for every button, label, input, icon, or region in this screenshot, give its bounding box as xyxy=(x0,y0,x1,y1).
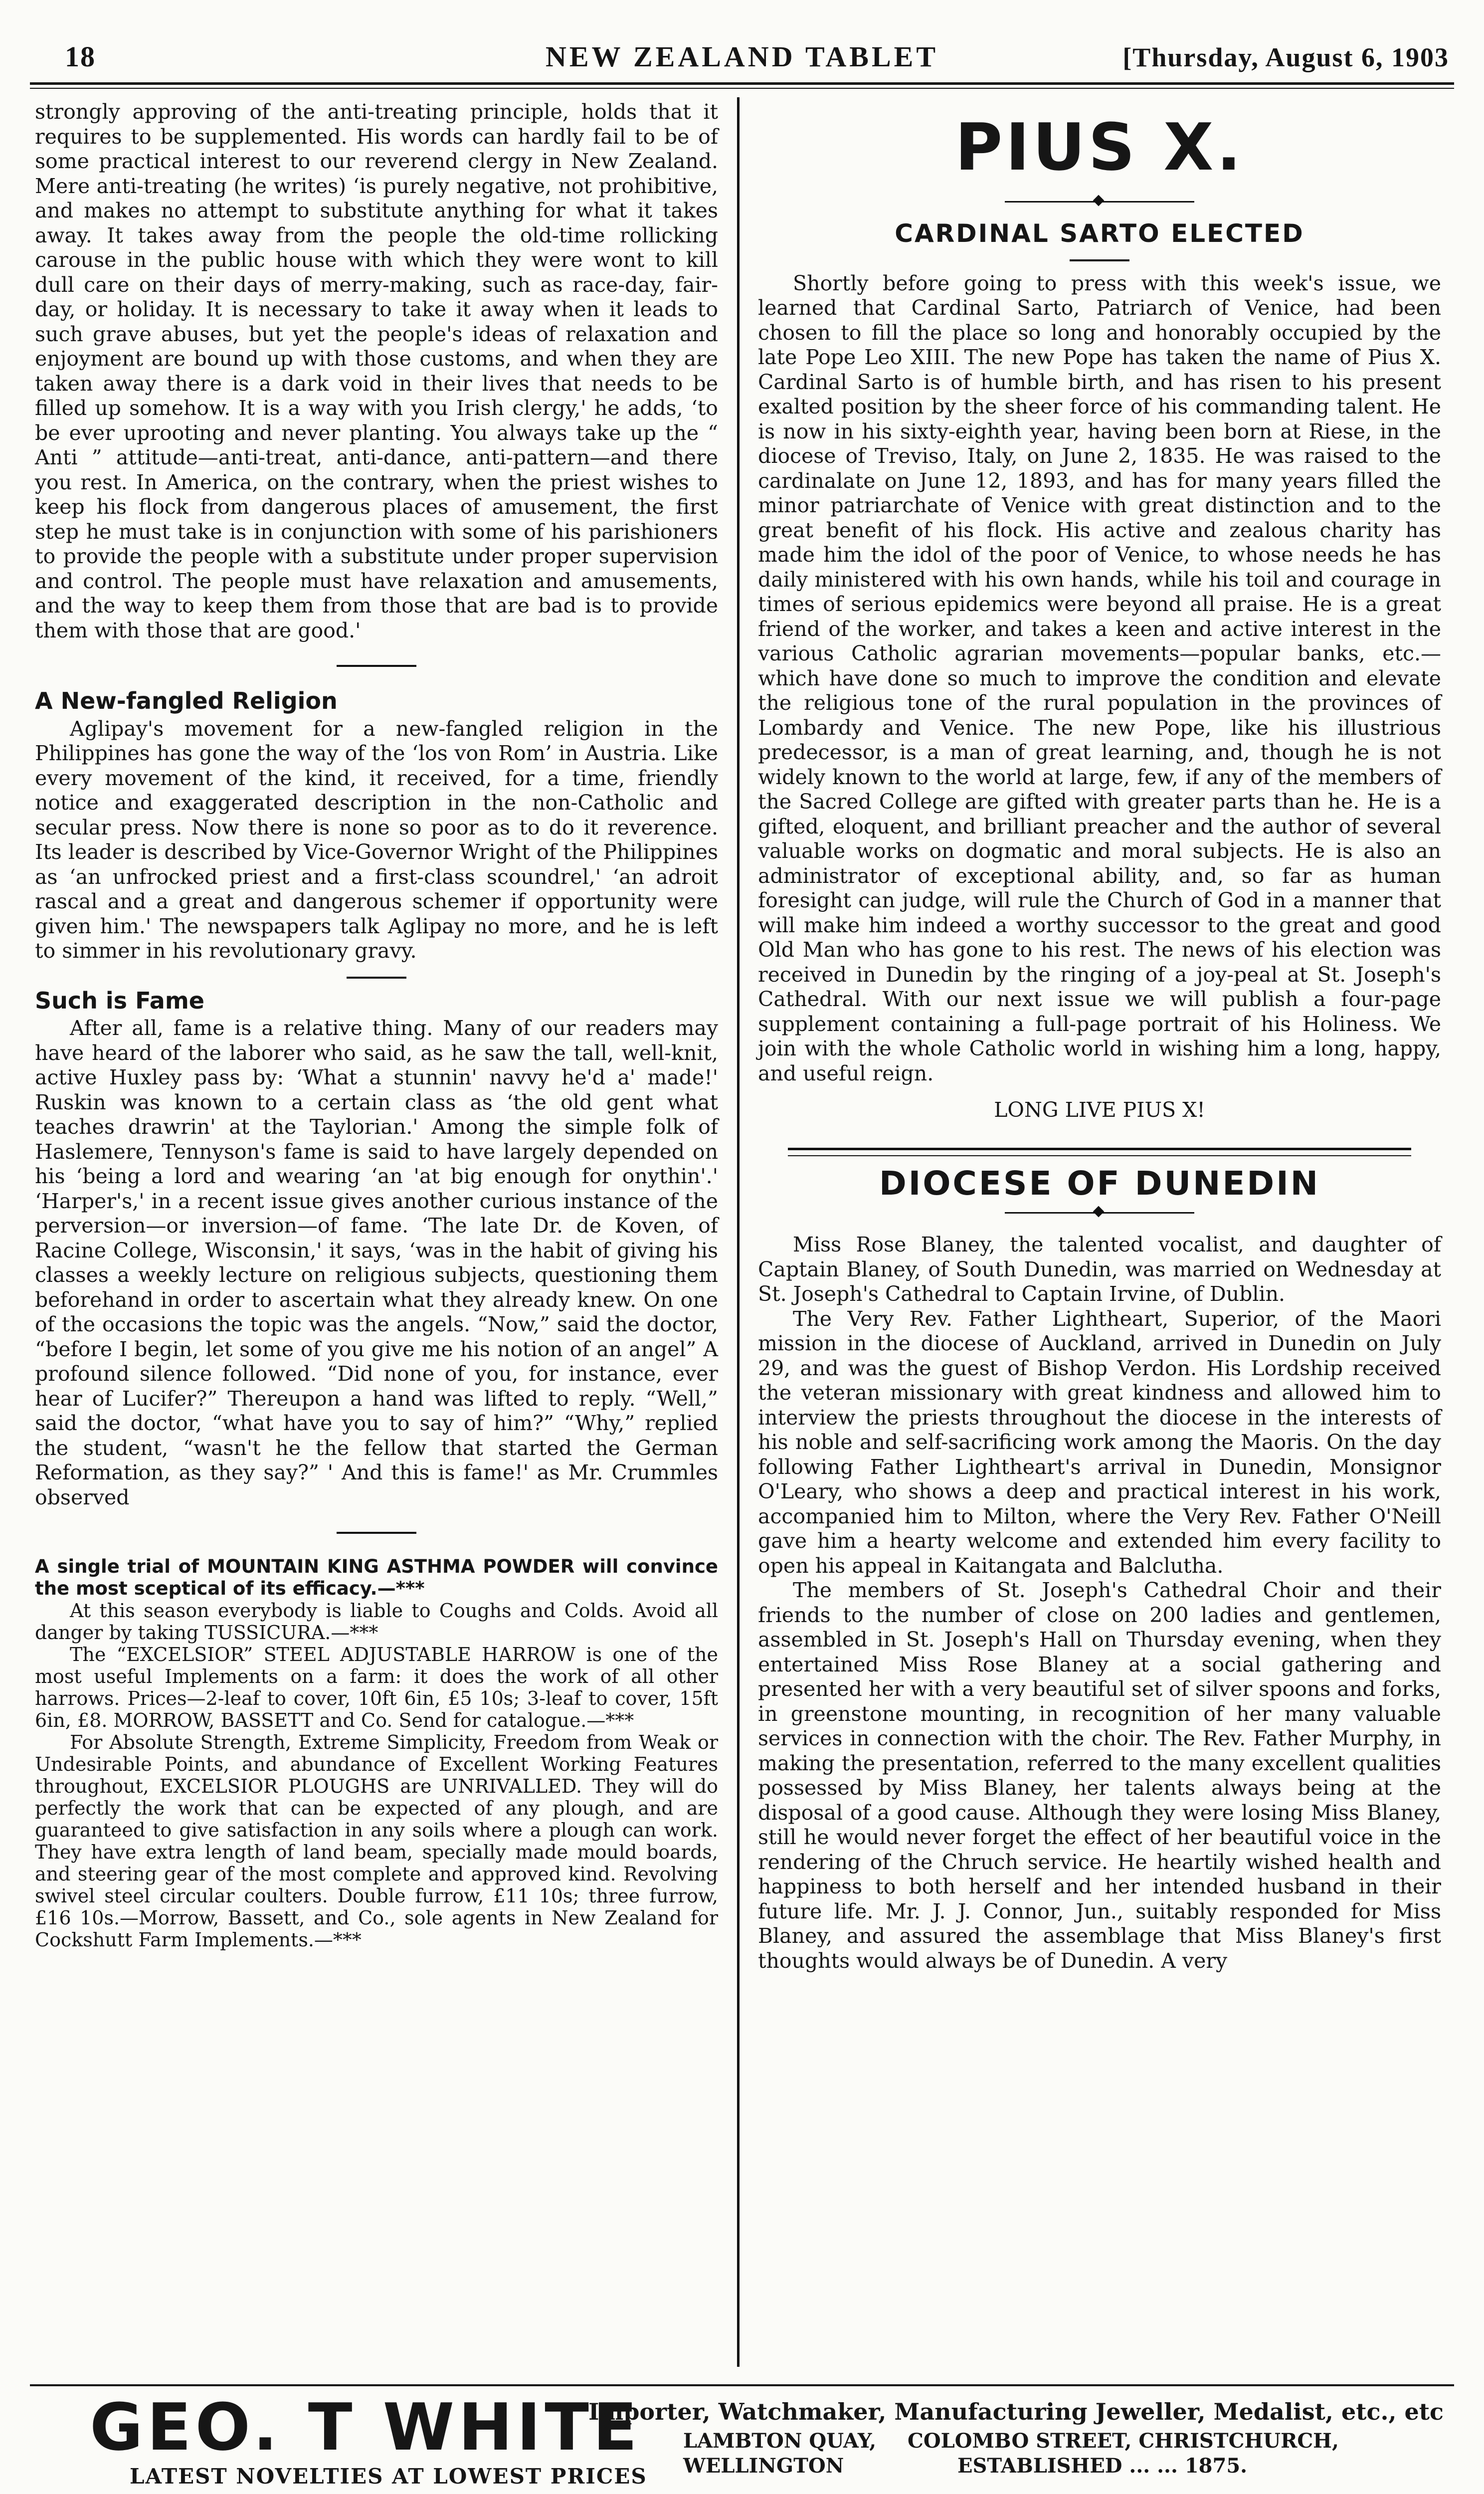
ornament-rule xyxy=(1005,197,1194,207)
religion-heading: A New-fangled Religion xyxy=(35,687,338,714)
long-live-line: LONG LIVE PIUS X! xyxy=(994,1098,1205,1122)
footer-address-wellington: LAMBTON QUAY, xyxy=(683,2429,877,2453)
diocese-paragraph-1: Miss Rose Blaney, the talented vocalist, and daughter of Captain Blaney, of South Dunedin, was married on Wednesday at St. Joseph's Cathedral to Captain Irvine, of Dublin. xyxy=(758,1233,1441,1306)
religion-paragraph: Aglipay's movement for a new-fangled religion in the Philippines has gone the way of the ‘los von Rom’ in Austria. Like every movement of the kind, it received, for a time, friendly notice and exaggerated description in the non-Catholic and secular press. Now there is none so poor as to do it reverence. Its leader is described by Vice-Governor Wright of the Philippines as ‘an unfrocked priest and a first-class scoundrel,' ‘an adroit rascal and a great and dangerous schemer if opportunity were given him.' The newspapers talk Aglipay no more, and he is left to simmer in his revolutionary gravy. xyxy=(35,716,718,963)
section-double-rule-thin xyxy=(788,1155,1411,1156)
section-rule xyxy=(337,1532,416,1534)
ornament-rule xyxy=(1005,1208,1194,1218)
ad-mountain-king: A single trial of MOUNTAIN KING ASTHMA POWDER will convince the most sceptical of its efficacy.—*** xyxy=(35,1556,718,1599)
right-column xyxy=(758,100,1441,1973)
ad-excelsior-harrow: The “EXCELSIOR” STEEL ADJUSTABLE HARROW is one of the most useful Implements on a farm: it does the work of all other harrows. Prices—2-leaf to cover, 10ft 6in, £5 10s; 3-leaf to cover, 15ft 6in, £8. MORROW, BASSETT and Co. Send for catalogue.—*** xyxy=(35,1644,718,1731)
fame-heading: Such is Fame xyxy=(35,987,204,1014)
pius-paragraph: Shortly before going to press with this week's issue, we learned that Cardinal Sarto, Patriarch of Venice, had been chosen to fill the place so long and honorably occupied by the late Pope Leo XIII. The new Pope has taken the name of Pius X. Cardinal Sarto is of humble birth, and has risen to his present exalted position by the sheer force of his commanding talent. He is now in his sixty-eighth year, having been born at Riese, in the diocese of Treviso, Italy, on June 2, 1835. He was raised to the cardinalate on June 12, 1893, and has for many years filled the minor patriarchate of Venice with great distinction and to the great benefit of his flock. His active and zealous charity has made him the idol of the poor of Venice, to whose needs he has daily ministered with his own hands, while his toil and courage in times of serious epidemics were beyond all praise. He is a great friend of the worker, and takes a keen and active interest in the various Catholic agrarian movements—popular banks, etc.—which have done so much to improve the condition and elevate the religious tone of the rural population in the provinces of Lombardy and Venice. The new Pope, like his illustrious predecessor, is a man of great learning, and, though he is not widely known to the world at large, few, if any of the members of the Sacred College are gifted with greater parts than he. He is a gifted, eloquent, and brilliant preacher and the author of several valuable works on dogmatic and moral subjects. He is also an administrator of exceptional ability, and, so far as human foresight can judge, will rule the Church of God in a manner that will make him indeed a worthy successor to the great and good Old Man who has gone to his rest. The news of his election was received in Dunedin by the ringing of a joy-peal at St. Joseph's Cathedral. With our next issue we will publish a four-page supplement containing a full-page portrait of his Holiness. We join with the whole Catholic world in wishing him a long, happy, and useful reign. xyxy=(758,271,1441,1085)
page-header xyxy=(30,35,1454,80)
section-double-rule xyxy=(788,1148,1411,1150)
pius-title: PIUS X. xyxy=(955,109,1244,185)
footer-rule xyxy=(30,2384,1454,2386)
ad-excelsior-ploughs: For Absolute Strength, Extreme Simplicity, Freedom from Weak or Undesirable Points, and abundance of Excellent Working Features throughout, EXCELSIOR PLOUGHS are UNRIVALLED. They will do perfectly the work that can be expected of any plough, and are guaranteed to give satisfaction in any soils where a plough can work. They have extra length of land beam, specially made mould boards, and steering gear of the most complete and approved kind. Revolving swivel steel circular coulters. Double furrow, £11 10s; three furrow, £16 10s.—Morrow, Bassett, and Co., sole agents in New Zealand for Cockshutt Farm Implements.—*** xyxy=(35,1731,718,1951)
pius-subtitle: CARDINAL SARTO ELECTED xyxy=(895,219,1304,248)
left-column xyxy=(35,100,718,1951)
advertisements xyxy=(35,1556,718,1951)
section-rule xyxy=(347,977,406,979)
intro-paragraph: strongly approving of the anti-treating principle, holds that it requires to be supplemented. His words can hardly fail to be of some practical interest to our reverend clergy in New Zealand. Mere anti-treating (he writes) ‘is purely negative, not prohibitive, and makes no attempt to substitute anything for what it takes away. It takes away from the people the old-time rollicking carouse in the public house with which they were wont to kill dull care on their days of merry-making, such as race-day, fair-day, or holiday. It is necessary to take it away when it leads to such grave abuses, but yet the people's ideas of relaxation and enjoyment are bound up with those customs, and when they are taken away there is a dark void in their lives that needs to be filled up somehow. It is a way with you Irish clergy,' he adds, ‘to be ever uprooting and never planting. You always take up the “ Anti ” attitude—anti-treat, anti-dance, anti-pattern—and there you rest. In America, on the contrary, when the priest wishes to keep his flock from dangerous places of amusement, the first step he must take is in conjunction with some of his parishioners to provide the people with a substitute under proper supervision and control. The people must have relaxation and amusements, and the way to keep them from those that are bad is to provide them with those that are good.' xyxy=(35,100,718,642)
diocese-title: DIOCESE OF DUNEDIN xyxy=(879,1164,1320,1203)
section-rule xyxy=(1070,259,1129,261)
column-divider xyxy=(737,97,740,2367)
masthead-title: NEW ZEALAND TABLET xyxy=(545,40,939,73)
footer-address-christchurch: COLOMBO STREET, CHRISTCHURCH, xyxy=(908,2429,1339,2453)
issue-date: [Thursday, August 6, 1903 xyxy=(1122,42,1449,72)
footer-brand: GEO. T WHITE xyxy=(90,2389,641,2465)
footer-description: Importer, Watchmaker, Manufacturing Jeweller, Medalist, etc., etc xyxy=(588,2398,1444,2425)
diocese-paragraph-2: The Very Rev. Father Lightheart, Superior, of the Maori mission in the diocese of Auckland, arrived in Dunedin on July 29, and was the guest of Bishop Verdon. His Lordship received the veteran missionary with great kindness and allowed him to interview the priests throughout the diocese in the interests of his noble and self-sacrificing work among the Maoris. On the day following Father Lightheart's arrival in Dunedin, Monsignor O'Leary, who shows a deep and practical interest in his work, accompanied him to Milton, where the Very Rev. Father O'Neill gave him a hearty welcome and extended him every facility to open his appeal in Kaitangata and Balclutha. xyxy=(758,1306,1441,1578)
fame-paragraph: After all, fame is a relative thing. Many of our readers may have heard of the laborer who said, as he saw the tall, well-knit, active Huxley pass by: ‘What a stunnin' navvy he'd a' made!' Ruskin was known to a certain class as ‘the old gent what teaches drawrin' at the Taylorian.' Among the simple folk of Haslemere, Tennyson's fame is said to have largely depended on his ‘being a lord and wearing ‘an 'at big enough for onythin'.' ‘Harper's,' in a recent issue gives another curious instance of the perversion—or inversion—of fame. ‘The late Dr. de Koven, of Racine College, Wisconsin,' it says, ‘was in the habit of giving his classes a weekly lecture on religious subjects, questioning them beforehand in order to ascertain what they already knew. On one of the occasions the topic was the angels. “Now,” said the doctor, “before I begin, let some of you give me his notion of an angel” A profound silence followed. “Did none of you, for instance, ever hear of Lucifer?” Thereupon a hand was lifted to reply. “Well,” said the doctor, “what have you to say of him?” “Why,” replied the student, “wasn't he the fellow that started the German Reformation, as they say?” ' And this is fame!' as Mr. Crummles observed xyxy=(35,1016,718,1509)
section-rule xyxy=(337,665,416,667)
footer-tagline: LATEST NOVELTIES AT LOWEST PRICES xyxy=(130,2464,647,2489)
footer-city: WELLINGTON xyxy=(683,2454,844,2478)
page-number: 18 xyxy=(65,40,96,73)
diocese-paragraph-3: The members of St. Joseph's Cathedral Choir and their friends to the number of close on 200 ladies and gentlemen, assembled in St. Joseph's Hall on Thursday evening, when they entertained Miss Rose Blaney at a social gathering and presented her with a very beautiful set of silver spoons and forks, in greenstone mounting, in recognition of her many valuable services in connection with the choir. The Rev. Father Murphy, in making the presentation, referred to the many excellent qualities possessed by Miss Blaney, her talents always being at the disposal of a good cause. Although they were losing Miss Blaney, still he would never forget the effect of her beautiful voice in the rendering of the Chruch service. He heartily wished health and happiness to both herself and her intended husband in their future life. Mr. J. J. Connor, Jun., suitably responded for Miss Blaney, and assured the assemblage that Miss Blaney's first thoughts would always be of Dunedin. A very xyxy=(758,1578,1441,1973)
footer-established: ESTABLISHED ... ... 1875. xyxy=(957,2454,1248,2478)
ad-tussicura: At this season everybody is liable to Coughs and Colds. Avoid all danger by taking TUSSICURA.—*** xyxy=(35,1600,718,1644)
footer-advertisement xyxy=(30,2389,1454,2489)
header-rule xyxy=(30,82,1454,85)
header-rule-thin xyxy=(30,88,1454,89)
